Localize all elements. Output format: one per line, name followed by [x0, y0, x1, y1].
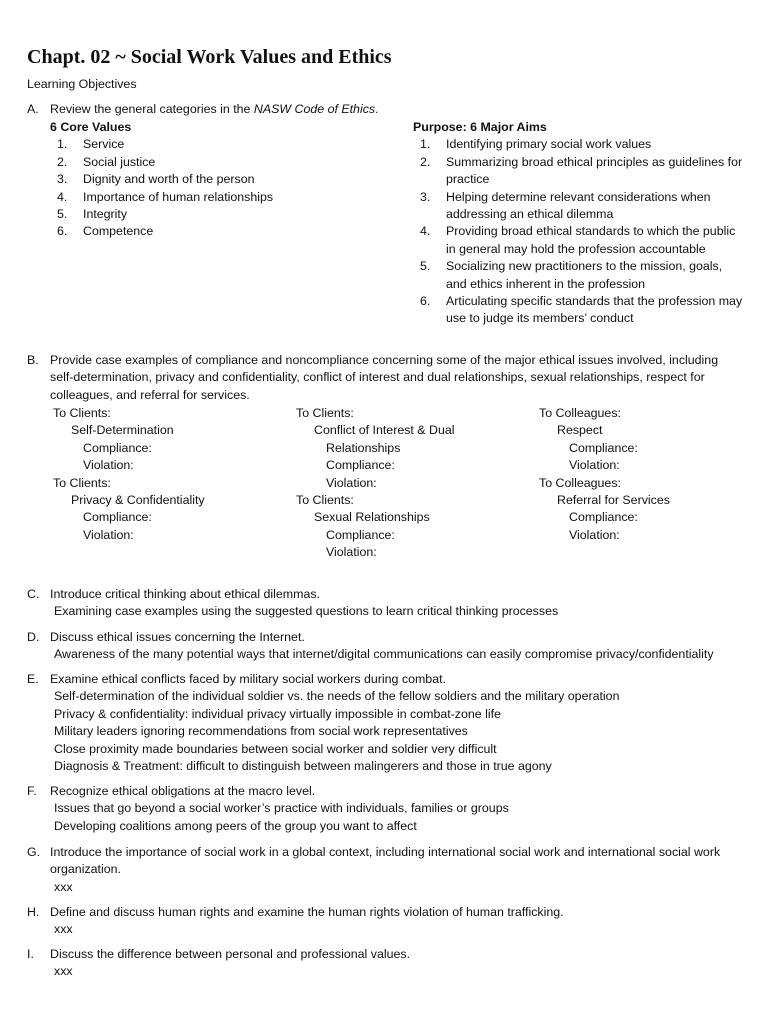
case-topic: Referral for Services [557, 493, 670, 508]
case-column-3 [539, 405, 670, 544]
list-item: 4. Importance of human relationships [57, 189, 274, 204]
section-letter: I. [27, 947, 34, 961]
page-title: Chapt. 02 ~ Social Work Values and Ethics [27, 46, 392, 68]
section-detail: xxx [54, 964, 73, 979]
case-topic: Privacy & Confidentiality [71, 493, 205, 508]
section-heading: Recognize ethical obligations at the macro level. [50, 784, 316, 798]
section-g [27, 844, 739, 896]
section-heading: Provide case examples of compliance and noncompliance concerning some of the major ethical issues involved, including self-determination, privacy and confidentiality, conflict of interest and dual relationships, sexual relationships, respect for colleagues, and referral for services. [50, 353, 719, 402]
section-a [27, 101, 739, 118]
code-of-ethics-title: NASW Code of Ethics [253, 102, 376, 116]
case-column-1 [53, 405, 205, 544]
list-item: 6. Competence [57, 224, 154, 239]
section-letter: B. [27, 353, 39, 367]
section-letter: E. [27, 672, 39, 686]
section-heading: Introduce the importance of social work in a global context, including international social work and international social work organization. [50, 845, 721, 877]
section-letter: C. [27, 587, 40, 601]
section-detail: Privacy & confidentiality: individual privacy virtually impossible in combat-zone life [54, 706, 501, 721]
section-detail: Diagnosis & Treatment: difficult to distinguish between malingerers and those in true agony [54, 759, 552, 774]
compliance-label: Compliance: [326, 527, 395, 542]
section-detail: xxx [54, 922, 73, 937]
case-topic: Respect [557, 423, 603, 438]
section-e [27, 671, 739, 775]
section-heading: Define and discuss human rights and examine the human rights violation of human trafficking. [50, 905, 564, 919]
section-letter: G. [27, 845, 41, 859]
list-item: 6. Articulating specific standards that the profession may use to judge its members’ conduct [420, 294, 743, 326]
case-topic: Conflict of Interest & Dual [314, 423, 455, 438]
case-column-2 [296, 405, 455, 562]
list-item: 4. Providing broad ethical standards to which the public in general may hold the profession accountable [420, 224, 736, 256]
to-clients-label: To Clients: [296, 493, 354, 508]
section-c [27, 586, 739, 621]
section-letter: H. [27, 905, 40, 919]
section-letter: A. [27, 102, 39, 116]
section-detail: Developing coalitions among peers of the group you want to affect [54, 818, 417, 833]
list-item: 2. Summarizing broad ethical principles as guidelines for practice [420, 154, 743, 187]
compliance-label: Compliance: [569, 510, 638, 525]
section-heading: Discuss ethical issues concerning the Internet. [50, 630, 305, 644]
section-detail: Military leaders ignoring recommendations from social work representatives [54, 724, 468, 739]
to-clients-label: To Clients: [296, 406, 354, 420]
section-detail: Close proximity made boundaries between social worker and soldier very difficult [54, 741, 497, 756]
major-aims-list [413, 119, 743, 328]
compliance-label: Compliance: [83, 440, 152, 455]
section-d [27, 629, 739, 664]
section-heading: Review the general categories in the NASW Code of Ethics. [50, 102, 379, 116]
section-letter: D. [27, 630, 40, 644]
section-f [27, 783, 739, 835]
list-item: 1. Identifying primary social work values [420, 137, 652, 152]
to-clients-label: To Clients: [53, 475, 111, 490]
violation-label: Violation: [326, 475, 377, 490]
section-detail: xxx [54, 879, 73, 894]
section-heading: Discuss the difference between personal and professional values. [50, 947, 411, 961]
to-colleagues-label: To Colleagues: [539, 406, 621, 420]
violation-label: Violation: [569, 458, 620, 473]
section-detail: Awareness of the many potential ways that internet/digital communications can easily compromise privacy/confidentiality [54, 647, 714, 662]
compliance-label: Compliance: [83, 510, 152, 525]
section-detail: Issues that go beyond a social worker’s practice with individuals, families or groups [54, 801, 509, 816]
violation-label: Violation: [83, 458, 134, 473]
section-letter: F. [27, 784, 37, 798]
to-colleagues-label: To Colleagues: [539, 475, 621, 490]
case-topic: Self-Determination [71, 423, 174, 438]
list-item: 2. Social justice [57, 154, 156, 169]
list-item: 1. Service [57, 137, 125, 152]
section-heading: Examine ethical conflicts faced by military social workers during combat. [50, 672, 446, 686]
list-item: 3. Dignity and worth of the person [57, 172, 255, 187]
section-heading: Introduce critical thinking about ethical dilemmas. [50, 587, 320, 601]
section-detail: Self-determination of the individual soldier vs. the needs of the fellow soldiers and the military operation [54, 689, 620, 704]
core-values-list [50, 119, 350, 241]
learning-objectives-label: Learning Objectives [27, 77, 137, 91]
violation-label: Violation: [326, 545, 377, 560]
violation-label: Violation: [83, 527, 134, 542]
to-clients-label: To Clients: [53, 406, 111, 420]
list-item: 5. Socializing new practitioners to the mission, goals, and ethics inherent in the profession [420, 259, 723, 291]
case-topic: Sexual Relationships [314, 510, 430, 525]
section-b [27, 352, 739, 404]
core-values-heading: 6 Core Values [50, 120, 132, 134]
list-item: 5. Integrity [57, 207, 128, 222]
violation-label: Violation: [569, 527, 620, 542]
section-i [27, 946, 739, 981]
compliance-label: Compliance: [326, 458, 395, 473]
list-item: 3. Helping determine relevant considerations when addressing an ethical dilemma [420, 189, 711, 222]
section-detail: Examining case examples using the suggested questions to learn critical thinking processes [54, 604, 559, 619]
case-topic-continued: Relationships [326, 440, 401, 455]
section-h [27, 904, 739, 939]
compliance-label: Compliance: [569, 440, 638, 455]
major-aims-heading: Purpose: 6 Major Aims [413, 120, 547, 134]
